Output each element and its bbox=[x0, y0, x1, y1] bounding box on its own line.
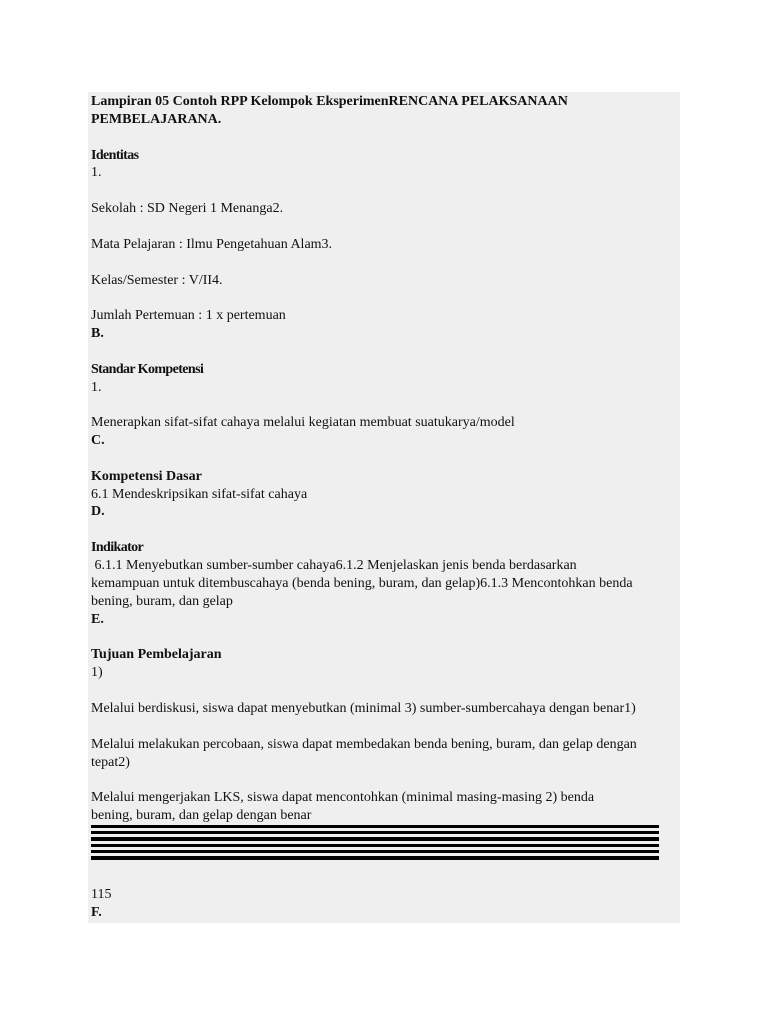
document-page bbox=[88, 92, 680, 923]
standar-kompetensi-number: 1. bbox=[91, 380, 102, 395]
indikator-line-1: 6.1.1 Menyebutkan sumber-sumber cahaya6.1.2 Menjelaskan jenis benda berdasarkan bbox=[91, 558, 577, 573]
indikator-line-3: bening, buram, dan gelap bbox=[91, 594, 233, 609]
document-title-line-1: Lampiran 05 Contoh RPP Kelompok EksperimenRENCANA PELAKSANAAN bbox=[91, 94, 568, 109]
standar-kompetensi-heading: Standar Kompetensi bbox=[91, 362, 204, 377]
redaction-bar bbox=[91, 825, 659, 828]
section-letter-f: F. bbox=[91, 905, 102, 920]
tujuan-number: 1) bbox=[91, 665, 103, 680]
indikator-heading: Indikator bbox=[91, 540, 144, 555]
kompetensi-dasar-text: 6.1 Mendeskripsikan sifat-sifat cahaya bbox=[91, 487, 308, 502]
identitas-heading: Identitas bbox=[91, 148, 139, 163]
identitas-number: 1. bbox=[91, 165, 102, 180]
page-number: 115 bbox=[91, 887, 112, 902]
section-letter-c: C. bbox=[91, 433, 105, 448]
jumlah-pertemuan-line: Jumlah Pertemuan : 1 x pertemuan bbox=[91, 308, 286, 323]
redaction-bar bbox=[91, 844, 659, 847]
kelas-semester-line: Kelas/Semester : V/II4. bbox=[91, 273, 223, 288]
section-letter-b: B. bbox=[91, 326, 104, 341]
indikator-line-2: kemampuan untuk ditembuscahaya (benda bening, buram, dan gelap)6.1.3 Mencontohkan benda bbox=[91, 576, 633, 591]
tujuan-pembelajaran-heading: Tujuan Pembelajaran bbox=[91, 647, 222, 662]
tujuan-paragraph-2-line-1: Melalui melakukan percobaan, siswa dapat membedakan benda bening, buram, dan gelap dengan bbox=[91, 737, 637, 752]
redaction-bar bbox=[91, 850, 659, 853]
standar-kompetensi-text: Menerapkan sifat-sifat cahaya melalui kegiatan membuat suatukarya/model bbox=[91, 415, 515, 430]
kompetensi-dasar-heading: Kompetensi Dasar bbox=[91, 469, 202, 484]
redaction-bar bbox=[91, 831, 659, 834]
section-letter-d: D. bbox=[91, 504, 105, 519]
tujuan-paragraph-2-line-2: tepat2) bbox=[91, 755, 130, 770]
tujuan-paragraph-1: Melalui berdiskusi, siswa dapat menyebutkan (minimal 3) sumber-sumbercahaya dengan benar1) bbox=[91, 701, 636, 716]
document-title-line-2: PEMBELAJARANA. bbox=[91, 112, 222, 127]
tujuan-paragraph-3-line-1: Melalui mengerjakan LKS, siswa dapat mencontohkan (minimal masing-masing 2) benda bbox=[91, 790, 595, 805]
redaction-bars bbox=[91, 825, 659, 861]
tujuan-paragraph-3-line-2: bening, buram, dan gelap dengan benar bbox=[91, 808, 312, 823]
redaction-bar bbox=[91, 837, 659, 841]
sekolah-line: Sekolah : SD Negeri 1 Menanga2. bbox=[91, 201, 284, 216]
mata-pelajaran-line: Mata Pelajaran : Ilmu Pengetahuan Alam3. bbox=[91, 237, 333, 252]
section-letter-e: E. bbox=[91, 612, 104, 627]
redaction-bar bbox=[91, 856, 659, 860]
